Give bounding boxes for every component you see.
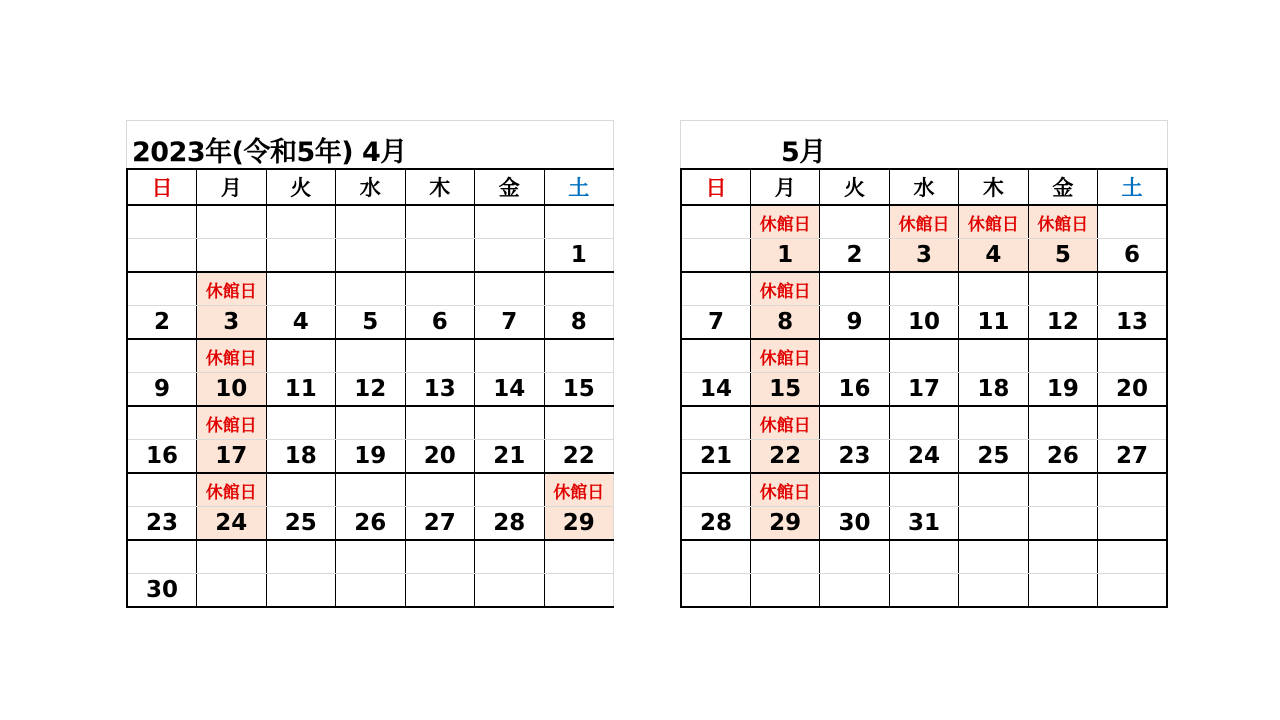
- label-cell: [681, 205, 750, 239]
- week-label-row: [127, 205, 614, 239]
- date-cell: 16: [127, 440, 197, 474]
- label-cell: [475, 339, 545, 373]
- label-cell: [127, 339, 197, 373]
- date-cell: 22: [544, 440, 614, 474]
- label-cell: [1028, 540, 1097, 574]
- date-cell: 17: [889, 373, 958, 407]
- empty-date-cell: [1098, 574, 1167, 608]
- calendar-grid: [126, 168, 614, 608]
- closed-date-cell: 5: [1028, 239, 1097, 273]
- date-cell: 24: [889, 440, 958, 474]
- closed-date-cell: 17: [197, 440, 267, 474]
- label-cell: [544, 205, 614, 239]
- label-cell: [681, 406, 750, 440]
- label-cell: [475, 540, 545, 574]
- date-cell: 25: [959, 440, 1028, 474]
- empty-date-cell: [959, 574, 1028, 608]
- label-cell: [544, 540, 614, 574]
- label-cell: [959, 272, 1028, 306]
- weekday-header: 金: [1028, 169, 1097, 205]
- label-cell: [1028, 473, 1097, 507]
- holiday-label: 休館日: [750, 339, 819, 373]
- holiday-label: 休館日: [197, 339, 267, 373]
- date-cell: 20: [1098, 373, 1167, 407]
- label-cell: [889, 406, 958, 440]
- closed-date-cell: 4: [959, 239, 1028, 273]
- date-cell: 23: [820, 440, 889, 474]
- empty-date-cell: [1098, 507, 1167, 541]
- label-cell: [889, 540, 958, 574]
- date-cell: 30: [127, 574, 197, 608]
- date-cell: 6: [1098, 239, 1167, 273]
- date-cell: 4: [266, 306, 336, 340]
- weekday-header: 日: [127, 169, 197, 205]
- label-cell: [266, 406, 336, 440]
- weekday-header-row: [127, 169, 614, 205]
- label-cell: [820, 339, 889, 373]
- closed-date-cell: 29: [750, 507, 819, 541]
- label-cell: [681, 540, 750, 574]
- empty-date-cell: [681, 574, 750, 608]
- closed-date-cell: 15: [750, 373, 819, 407]
- date-cell: 8: [544, 306, 614, 340]
- weekday-header-row: [681, 169, 1167, 205]
- date-cell: 30: [820, 507, 889, 541]
- week-label-row: [681, 205, 1167, 239]
- date-cell: 26: [1028, 440, 1097, 474]
- empty-date-cell: [820, 574, 889, 608]
- label-cell: [1098, 540, 1167, 574]
- week-label-row: [127, 272, 614, 306]
- week-date-row: [127, 373, 614, 407]
- label-cell: [959, 406, 1028, 440]
- calendar-title: 2023年(令和5年) 4月: [132, 137, 407, 168]
- date-cell: 23: [127, 507, 197, 541]
- label-cell: [266, 272, 336, 306]
- label-cell: [127, 272, 197, 306]
- holiday-label: 休館日: [544, 473, 614, 507]
- weekday-header: 土: [1098, 169, 1167, 205]
- label-cell: [959, 473, 1028, 507]
- closed-date-cell: 8: [750, 306, 819, 340]
- label-cell: [266, 473, 336, 507]
- week-label-row: [127, 540, 614, 574]
- holiday-label: 休館日: [750, 205, 819, 239]
- closed-date-cell: 10: [197, 373, 267, 407]
- closed-date-cell: 22: [750, 440, 819, 474]
- date-cell: 9: [127, 373, 197, 407]
- date-cell: 2: [820, 239, 889, 273]
- weekday-header: 日: [681, 169, 750, 205]
- label-cell: [889, 473, 958, 507]
- label-cell: [1028, 339, 1097, 373]
- weekday-header: 金: [475, 169, 545, 205]
- week-label-row: [681, 540, 1167, 574]
- holiday-label: 休館日: [197, 473, 267, 507]
- label-cell: [405, 339, 475, 373]
- date-cell: 10: [889, 306, 958, 340]
- label-cell: [1098, 406, 1167, 440]
- calendar-title: 5月: [781, 137, 826, 168]
- week-label-row: [681, 473, 1167, 507]
- label-cell: [820, 272, 889, 306]
- weekday-header: 水: [336, 169, 406, 205]
- week-label-row: [127, 473, 614, 507]
- date-cell: 7: [681, 306, 750, 340]
- calendar-grid: [680, 168, 1168, 608]
- empty-date-cell: [405, 239, 475, 273]
- empty-date-cell: [544, 574, 614, 608]
- label-cell: [544, 339, 614, 373]
- date-cell: 13: [405, 373, 475, 407]
- empty-date-cell: [889, 574, 958, 608]
- weekday-header: 木: [959, 169, 1028, 205]
- label-cell: [820, 406, 889, 440]
- label-cell: [405, 473, 475, 507]
- label-cell: [336, 272, 406, 306]
- calendar-april: [126, 120, 614, 608]
- date-cell: 11: [959, 306, 1028, 340]
- empty-date-cell: [336, 574, 406, 608]
- empty-date-cell: [959, 507, 1028, 541]
- date-cell: 6: [405, 306, 475, 340]
- date-cell: 19: [336, 440, 406, 474]
- holiday-label: 休館日: [750, 272, 819, 306]
- closed-date-cell: 3: [889, 239, 958, 273]
- label-cell: [405, 272, 475, 306]
- week-label-row: [681, 272, 1167, 306]
- date-cell: 14: [475, 373, 545, 407]
- week-date-row: [127, 440, 614, 474]
- label-cell: [889, 272, 958, 306]
- label-cell: [405, 205, 475, 239]
- empty-date-cell: [266, 239, 336, 273]
- weekday-header: 土: [544, 169, 614, 205]
- date-cell: 12: [1028, 306, 1097, 340]
- date-cell: 26: [336, 507, 406, 541]
- label-cell: [681, 339, 750, 373]
- label-cell: [127, 205, 197, 239]
- weekday-header: 月: [750, 169, 819, 205]
- label-cell: [820, 540, 889, 574]
- empty-date-cell: [1028, 574, 1097, 608]
- label-cell: [475, 272, 545, 306]
- closed-date-cell: 24: [197, 507, 267, 541]
- empty-date-cell: [475, 574, 545, 608]
- label-cell: [1098, 339, 1167, 373]
- calendar-may: [680, 120, 1168, 608]
- date-cell: 28: [681, 507, 750, 541]
- date-cell: 20: [405, 440, 475, 474]
- date-cell: 9: [820, 306, 889, 340]
- label-cell: [820, 473, 889, 507]
- label-cell: [127, 540, 197, 574]
- holiday-label: 休館日: [197, 406, 267, 440]
- date-cell: 11: [266, 373, 336, 407]
- date-cell: 28: [475, 507, 545, 541]
- date-cell: 18: [959, 373, 1028, 407]
- date-cell: 31: [889, 507, 958, 541]
- date-cell: 18: [266, 440, 336, 474]
- label-cell: [820, 205, 889, 239]
- label-cell: [1028, 406, 1097, 440]
- label-cell: [1098, 272, 1167, 306]
- date-cell: 2: [127, 306, 197, 340]
- label-cell: [266, 339, 336, 373]
- date-cell: 13: [1098, 306, 1167, 340]
- empty-date-cell: [475, 239, 545, 273]
- date-cell: 1: [544, 239, 614, 273]
- closed-date-cell: 3: [197, 306, 267, 340]
- date-cell: 5: [336, 306, 406, 340]
- label-cell: [197, 540, 267, 574]
- week-date-row: [681, 507, 1167, 541]
- label-cell: [405, 540, 475, 574]
- holiday-label: 休館日: [1028, 205, 1097, 239]
- label-cell: [336, 473, 406, 507]
- label-cell: [336, 339, 406, 373]
- empty-date-cell: [336, 239, 406, 273]
- label-cell: [475, 205, 545, 239]
- date-cell: 7: [475, 306, 545, 340]
- label-cell: [405, 406, 475, 440]
- week-label-row: [681, 406, 1167, 440]
- label-cell: [889, 339, 958, 373]
- week-label-row: [127, 339, 614, 373]
- date-cell: 14: [681, 373, 750, 407]
- holiday-label: 休館日: [750, 406, 819, 440]
- empty-date-cell: [266, 574, 336, 608]
- closed-date-cell: 1: [750, 239, 819, 273]
- label-cell: [681, 272, 750, 306]
- date-cell: 21: [681, 440, 750, 474]
- week-date-row: [681, 373, 1167, 407]
- label-cell: [266, 205, 336, 239]
- label-cell: [1098, 205, 1167, 239]
- label-cell: [750, 540, 819, 574]
- empty-date-cell: [127, 239, 197, 273]
- week-date-row: [127, 306, 614, 340]
- date-cell: 12: [336, 373, 406, 407]
- date-cell: 15: [544, 373, 614, 407]
- week-label-row: [681, 339, 1167, 373]
- label-cell: [266, 540, 336, 574]
- label-cell: [544, 406, 614, 440]
- label-cell: [127, 406, 197, 440]
- date-cell: 25: [266, 507, 336, 541]
- calendar-title-row: [680, 120, 1168, 168]
- calendar-title-row: [126, 120, 614, 168]
- week-date-row: [681, 574, 1167, 608]
- label-cell: [959, 540, 1028, 574]
- holiday-label: 休館日: [750, 473, 819, 507]
- label-cell: [336, 406, 406, 440]
- label-cell: [127, 473, 197, 507]
- date-cell: 27: [405, 507, 475, 541]
- empty-date-cell: [197, 574, 267, 608]
- weekday-header: 火: [820, 169, 889, 205]
- empty-date-cell: [750, 574, 819, 608]
- week-date-row: [127, 574, 614, 608]
- label-cell: [475, 473, 545, 507]
- holiday-label: 休館日: [959, 205, 1028, 239]
- date-cell: 16: [820, 373, 889, 407]
- label-cell: [197, 205, 267, 239]
- label-cell: [1028, 272, 1097, 306]
- empty-date-cell: [1028, 507, 1097, 541]
- weekday-header: 火: [266, 169, 336, 205]
- week-label-row: [127, 406, 614, 440]
- empty-date-cell: [405, 574, 475, 608]
- weekday-header: 水: [889, 169, 958, 205]
- week-date-row: [127, 239, 614, 273]
- label-cell: [959, 339, 1028, 373]
- week-date-row: [681, 306, 1167, 340]
- label-cell: [336, 540, 406, 574]
- date-cell: 27: [1098, 440, 1167, 474]
- date-cell: 21: [475, 440, 545, 474]
- weekday-header: 月: [197, 169, 267, 205]
- week-date-row: [681, 239, 1167, 273]
- empty-date-cell: [197, 239, 267, 273]
- week-date-row: [681, 440, 1167, 474]
- weekday-header: 木: [405, 169, 475, 205]
- label-cell: [544, 272, 614, 306]
- label-cell: [336, 205, 406, 239]
- date-cell: 19: [1028, 373, 1097, 407]
- label-cell: [1098, 473, 1167, 507]
- week-date-row: [127, 507, 614, 541]
- holiday-label: 休館日: [889, 205, 958, 239]
- label-cell: [475, 406, 545, 440]
- empty-date-cell: [681, 239, 750, 273]
- label-cell: [681, 473, 750, 507]
- closed-date-cell: 29: [544, 507, 614, 541]
- holiday-label: 休館日: [197, 272, 267, 306]
